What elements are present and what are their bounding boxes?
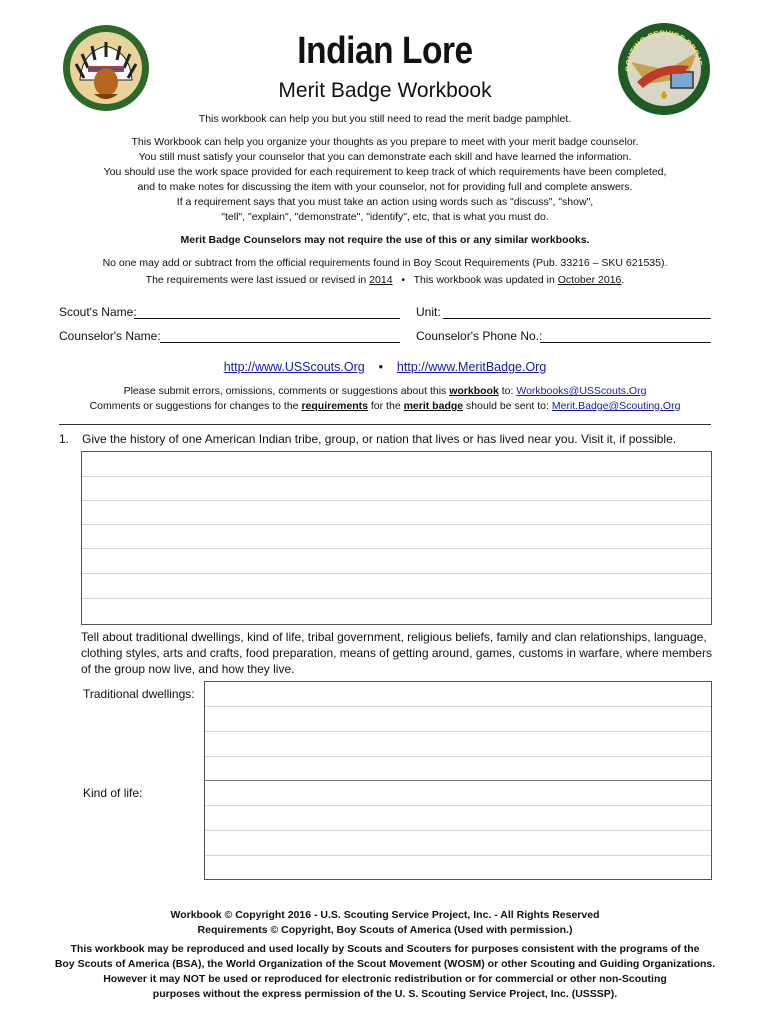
revised-year: 2014	[369, 274, 393, 286]
tell-about-text: Tell about traditional dwellings, kind of life, tribal government, religious beliefs, family and clan relationships, language, clothing styles, arts and crafts, food preparation, means of getting around, games, customs in warfare, where members of the group now live, and how they live.	[81, 630, 712, 676]
submit-workbook-line	[0, 384, 770, 399]
answer-line	[205, 706, 711, 707]
logo-arc-text: COUTING SERVICE PROJE	[623, 28, 704, 72]
footer-usage-line: purposes without the express permission of the U. S. Scouting Service Project, Inc. (USSSP).	[152, 988, 618, 1000]
submit2-mid2: should be sent to:	[466, 400, 549, 412]
footer-usage-line: Boy Scouts of America (BSA), the World Organization of the Scout Movement (WOSM) or other Scouting and Guiding Organizations.	[54, 958, 716, 970]
links-row	[0, 360, 770, 374]
submit-prefix: Please submit errors, omissions, comments or suggestions about this	[123, 385, 447, 397]
counselor-phone-field[interactable]	[540, 342, 711, 343]
updated-prefix: This workbook was updated in	[413, 274, 555, 286]
bullet: •	[401, 274, 406, 286]
intro-line: and to make notes for discussing the item with your counselor, not for providing full and complete answers.	[137, 181, 633, 193]
intro-line: "tell", "explain", "demonstrate", "identify", etc, that is what you must do.	[221, 211, 549, 223]
requirement-number: 1.	[59, 432, 70, 446]
answer-line	[82, 573, 711, 574]
usscouts-link[interactable]: http://www.USScouts.Org	[223, 360, 365, 374]
answer-line	[205, 731, 711, 732]
submit-requirements-line	[0, 399, 770, 414]
answer-line	[205, 855, 711, 856]
intro-line: If a requirement says that you must take an action using words such as "discuss", "show",	[176, 196, 594, 208]
submit2-mid: for the	[370, 400, 401, 412]
page-subtitle: Merit Badge Workbook	[278, 79, 492, 102]
link-separator: •	[378, 360, 384, 374]
dwellings-life-answer-box[interactable]	[204, 681, 712, 880]
submit-workbook-word: workbook	[449, 385, 499, 397]
section-separator-line	[205, 780, 711, 781]
page-title: Indian Lore	[297, 30, 473, 72]
scout-name-label: Scout's Name:	[59, 305, 137, 319]
footer-usage-line: However it may NOT be used or reproduced for electronic redistribution or for commercial or other non-Scouting	[103, 973, 667, 985]
answer-line	[82, 598, 711, 599]
section-divider	[59, 424, 711, 425]
counselor-notice: Merit Badge Counselors may not require the use of this or any similar workbooks.	[180, 234, 590, 246]
history-answer-box[interactable]	[81, 451, 712, 625]
footer-copyright: Workbook © Copyright 2016 - U.S. Scouting Service Project, Inc. - All Rights Reserved	[170, 909, 600, 921]
answer-line	[82, 548, 711, 549]
intro-line: This Workbook can help you organize your thoughts as you prepare to meet with your merit badge counselor.	[131, 136, 639, 148]
official-requirements-note: No one may add or subtract from the official requirements found in Boy Scout Requirements (Pub. 33216 – SKU 621535).	[102, 257, 668, 269]
kind-of-life-label: Kind of life:	[83, 786, 143, 800]
meritbadge-link[interactable]: http://www.MeritBadge.Org	[396, 360, 547, 374]
answer-line	[82, 524, 711, 525]
merit-badge-email-link[interactable]: Merit.Badge@Scouting.Org	[551, 400, 681, 412]
revised-prefix: The requirements were last issued or revised in	[145, 274, 367, 286]
updated-suffix: .	[621, 274, 625, 286]
scout-name-field[interactable]	[134, 318, 400, 319]
tagline: This workbook can help you but you still need to read the merit badge pamphlet.	[198, 113, 572, 125]
intro-line: You still must satisfy your counselor that you can demonstrate each skill and have learned the information.	[138, 151, 632, 163]
merit-badge-word: merit badge	[403, 400, 464, 412]
unit-label: Unit:	[416, 305, 441, 319]
counselor-name-label: Counselor's Name:	[59, 329, 161, 343]
counselor-name-field[interactable]	[160, 342, 400, 343]
answer-line	[205, 805, 711, 806]
intro-line: You should use the work space provided for each requirement to keep track of which requirements have been completed,	[103, 166, 667, 178]
answer-line	[82, 500, 711, 501]
submit-to: to:	[501, 385, 514, 397]
unit-field[interactable]	[443, 318, 711, 319]
counselor-phone-label: Counselor's Phone No.:	[416, 329, 543, 343]
answer-line	[205, 756, 711, 757]
workbooks-email-link[interactable]: Workbooks@USScouts.Org	[516, 385, 647, 397]
footer-requirements-copyright: Requirements © Copyright, Boy Scouts of America (Used with permission.)	[197, 924, 573, 936]
updated-date: October 2016	[557, 274, 622, 286]
requirements-word: requirements	[301, 400, 368, 412]
traditional-dwellings-label: Traditional dwellings:	[83, 687, 195, 701]
requirement-text: Give the history of one American Indian tribe, group, or nation that lives or has lived near you. Visit it, if possible.	[82, 432, 677, 446]
answer-line	[82, 476, 711, 477]
submit2-prefix: Comments or suggestions for changes to the	[89, 400, 299, 412]
answer-line	[205, 830, 711, 831]
revision-line	[0, 273, 770, 288]
footer-usage-line: This workbook may be reproduced and used locally by Scouts and Scouters for purposes consistent with the programs of the	[70, 943, 700, 955]
